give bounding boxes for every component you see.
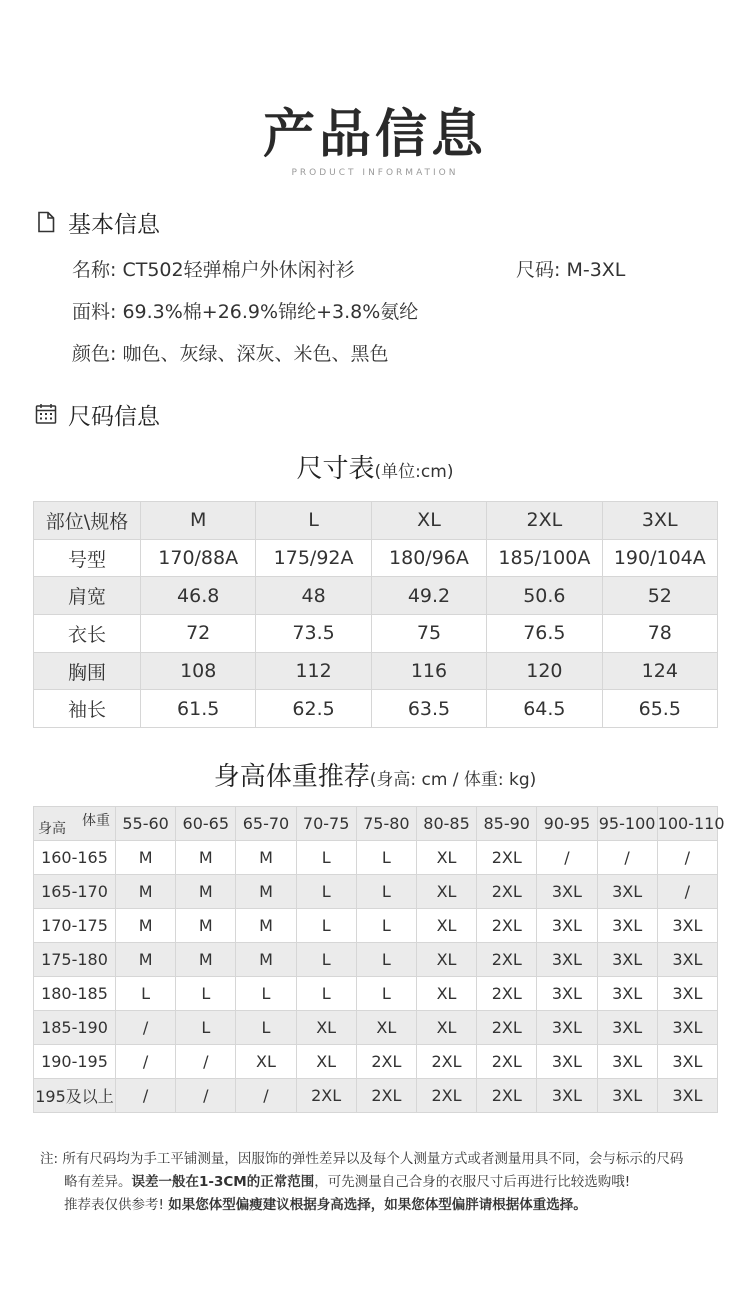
rec-table-size-cell: L [356, 909, 416, 943]
rec-table-weight-header: 70-75 [296, 807, 356, 841]
size-table-header-cell: M [141, 502, 256, 540]
rec-table-size-cell: 2XL [477, 841, 537, 875]
size-table-row [34, 577, 718, 615]
size-table-cell: 180/96A [371, 539, 486, 577]
rec-table-size-cell: 3XL [537, 943, 597, 977]
rec-table-weight-header: 65-70 [236, 807, 296, 841]
rec-table-size-cell: L [356, 977, 416, 1011]
size-table-cell: 号型 [34, 539, 141, 577]
corner-height-label: 身高 [38, 821, 66, 837]
size-table-header-cell: L [256, 502, 371, 540]
note-line-2-b: 误差一般在1-3CM的正常范围 [131, 1174, 315, 1190]
rec-table-row [34, 875, 718, 909]
note-line-2-a: 略有差异。 [64, 1174, 132, 1190]
rec-table-size-cell: XL [416, 875, 476, 909]
size-table-cell: 190/104A [602, 539, 717, 577]
corner-weight-label: 体重 [82, 813, 110, 829]
size-table-cell: 袖长 [34, 690, 141, 728]
rec-table-size-cell: XL [416, 977, 476, 1011]
rec-table-size-cell: 3XL [657, 909, 717, 943]
note-line-2-c: ，可先测量自己合身的衣服尺寸后再进行比较选购哦! [314, 1174, 631, 1190]
size-table-cell: 衣长 [34, 615, 141, 653]
rec-table-size-cell: / [537, 841, 597, 875]
rec-table-size-cell: 3XL [597, 1045, 657, 1079]
size-table-cell: 49.2 [371, 577, 486, 615]
rec-table-size-cell: L [116, 977, 176, 1011]
size-table-cell: 肩宽 [34, 577, 141, 615]
rec-table-size-cell: / [236, 1079, 296, 1113]
rec-table-size-cell: XL [296, 1011, 356, 1045]
rec-table-size-cell: 3XL [597, 1011, 657, 1045]
rec-table-height-cell: 165-170 [34, 875, 116, 909]
rec-table-size-cell: / [597, 841, 657, 875]
recommendation-table [33, 806, 725, 1113]
size-table [33, 501, 718, 728]
size-table-cell: 124 [602, 652, 717, 690]
rec-table-size-cell: 3XL [657, 1079, 717, 1113]
size-table-row [34, 615, 718, 653]
size-table-cell: 48 [256, 577, 371, 615]
rec-table-size-cell: L [296, 875, 356, 909]
rec-table-size-cell: XL [416, 943, 476, 977]
rec-table-height-cell: 160-165 [34, 841, 116, 875]
rec-table-size-cell: / [116, 1045, 176, 1079]
product-name: 名称: CT502轻弹棉户外休闲衬衫 [72, 259, 355, 281]
size-table-cell: 61.5 [141, 690, 256, 728]
rec-table-size-cell: M [116, 909, 176, 943]
size-table-cell: 50.6 [487, 577, 602, 615]
size-table-header-cell: 3XL [602, 502, 717, 540]
size-table-header-cell: XL [371, 502, 486, 540]
note-line-1: 注: 所有尺码均为手工平铺测量，因服饰的弹性差异以及每个人测量方式或者测量用具不同，会与标示的尺码 [40, 1151, 684, 1167]
rec-table-size-cell: 2XL [416, 1045, 476, 1079]
basic-info-heading-label: 基本信息 [68, 211, 160, 238]
rec-table-row [34, 1045, 718, 1079]
calendar-icon [34, 402, 58, 426]
rec-table-height-cell: 170-175 [34, 909, 116, 943]
rec-table-size-cell: 2XL [477, 1045, 537, 1079]
rec-table-size-cell: 3XL [537, 977, 597, 1011]
rec-table-height-cell: 180-185 [34, 977, 116, 1011]
size-info-heading [34, 399, 160, 429]
rec-table-size-cell: XL [416, 1011, 476, 1045]
page-title: 产品信息 [262, 105, 487, 165]
rec-table-size-cell: 2XL [477, 1011, 537, 1045]
rec-table-size-cell: 2XL [356, 1045, 416, 1079]
document-icon [34, 210, 58, 234]
rec-table-size-cell: L [296, 977, 356, 1011]
notes [40, 1148, 730, 1217]
rec-table-size-cell: 2XL [477, 943, 537, 977]
note-line-2 [40, 1171, 730, 1194]
rec-table-title [0, 756, 750, 793]
size-table-cell: 175/92A [256, 539, 371, 577]
rec-table-size-cell: / [176, 1045, 236, 1079]
rec-table-size-cell: M [116, 875, 176, 909]
rec-table-size-cell: XL [416, 841, 476, 875]
rec-table-size-cell: M [236, 909, 296, 943]
rec-table-size-cell: 3XL [657, 943, 717, 977]
rec-table-weight-header: 60-65 [176, 807, 236, 841]
rec-table-row [34, 1079, 718, 1113]
rec-table-size-cell: 2XL [296, 1079, 356, 1113]
rec-table-size-cell: L [296, 943, 356, 977]
rec-table-weight-header: 95-100 [597, 807, 657, 841]
rec-table-size-cell: / [176, 1079, 236, 1113]
size-table-title [0, 448, 750, 485]
rec-table-size-cell: 3XL [597, 943, 657, 977]
fabric-info: 面料: 69.3%棉+26.9%锦纶+3.8%氨纶 [72, 301, 419, 323]
size-table-cell: 170/88A [141, 539, 256, 577]
rec-table-size-cell: L [236, 977, 296, 1011]
rec-table-size-cell: / [116, 1011, 176, 1045]
rec-table-size-cell: XL [296, 1045, 356, 1079]
rec-table-unit: (身高: cm / 体重: kg) [369, 770, 537, 790]
note-line-3 [40, 1194, 730, 1217]
rec-table-size-cell: M [116, 943, 176, 977]
rec-table-size-cell: 3XL [597, 875, 657, 909]
rec-table-size-cell: L [296, 841, 356, 875]
rec-table-size-cell: XL [416, 909, 476, 943]
size-table-cell: 46.8 [141, 577, 256, 615]
rec-table-size-cell: M [116, 841, 176, 875]
size-table-unit: (单位:cm) [374, 462, 454, 482]
size-table-cell: 76.5 [487, 615, 602, 653]
rec-table-size-cell: 2XL [416, 1079, 476, 1113]
rec-table-size-cell: M [176, 909, 236, 943]
rec-table-weight-header: 90-95 [537, 807, 597, 841]
page-subtitle: PRODUCT INFORMATION [291, 168, 459, 178]
rec-table-row [34, 943, 718, 977]
size-table-cell: 64.5 [487, 690, 602, 728]
size-table-header-cell: 2XL [487, 502, 602, 540]
rec-table-height-cell: 175-180 [34, 943, 116, 977]
rec-table-row [34, 841, 718, 875]
rec-table-size-cell: M [236, 875, 296, 909]
rec-table-weight-header: 100-110 [657, 807, 717, 841]
rec-table-size-cell: M [236, 943, 296, 977]
rec-table-size-cell: M [176, 875, 236, 909]
size-table-row [34, 539, 718, 577]
rec-table-size-cell: L [176, 977, 236, 1011]
rec-table-size-cell: 2XL [477, 1079, 537, 1113]
size-table-row [34, 690, 718, 728]
size-table-cell: 73.5 [256, 615, 371, 653]
size-table-row [34, 652, 718, 690]
rec-table-size-cell: L [296, 909, 356, 943]
rec-table-height-cell: 185-190 [34, 1011, 116, 1045]
rec-table-weight-header: 85-90 [477, 807, 537, 841]
size-info-heading-label: 尺码信息 [68, 403, 160, 430]
rec-table-row [34, 977, 718, 1011]
rec-table-size-cell: L [236, 1011, 296, 1045]
color-info: 颜色: 咖色、灰绿、深灰、米色、黑色 [72, 343, 389, 365]
rec-table-size-cell: / [657, 841, 717, 875]
rec-table-size-cell: 3XL [537, 1011, 597, 1045]
size-table-cell: 108 [141, 652, 256, 690]
rec-table-size-cell: 3XL [537, 875, 597, 909]
rec-table-size-cell: / [116, 1079, 176, 1113]
size-table-header-cell: 部位\规格 [34, 502, 141, 540]
rec-table-size-cell: M [176, 943, 236, 977]
rec-table-size-cell: L [356, 875, 416, 909]
size-table-header-row [34, 502, 718, 540]
rec-table-size-cell: 3XL [657, 1011, 717, 1045]
rec-table-size-cell: L [356, 943, 416, 977]
size-table-cell: 185/100A [487, 539, 602, 577]
rec-table-size-cell: 3XL [597, 1079, 657, 1113]
rec-table-row [34, 909, 718, 943]
rec-table-size-cell: 2XL [477, 977, 537, 1011]
size-range: 尺码: M-3XL [516, 259, 626, 281]
rec-table-size-cell: 2XL [477, 875, 537, 909]
rec-table-size-cell: / [657, 875, 717, 909]
size-table-cell: 65.5 [602, 690, 717, 728]
rec-table-height-cell: 190-195 [34, 1045, 116, 1079]
rec-table-size-cell: XL [356, 1011, 416, 1045]
rec-table-size-cell: L [176, 1011, 236, 1045]
size-table-cell: 75 [371, 615, 486, 653]
rec-table-size-cell: M [176, 841, 236, 875]
rec-table-size-cell: 3XL [537, 1079, 597, 1113]
size-table-cell: 120 [487, 652, 602, 690]
rec-table-title-text: 身高体重推荐 [213, 762, 370, 792]
rec-table-size-cell: 2XL [477, 909, 537, 943]
rec-table-size-cell: 2XL [356, 1079, 416, 1113]
size-table-cell: 72 [141, 615, 256, 653]
note-line-3-a: 推荐表仅供参考! [64, 1197, 169, 1213]
size-table-cell: 52 [602, 577, 717, 615]
rec-table-height-cell: 195及以上 [34, 1079, 116, 1113]
rec-table-size-cell: 3XL [537, 909, 597, 943]
size-table-cell: 112 [256, 652, 371, 690]
rec-table-size-cell: M [236, 841, 296, 875]
rec-table-size-cell: 3XL [597, 909, 657, 943]
rec-table-header-row [34, 807, 718, 841]
size-table-cell: 胸围 [34, 652, 141, 690]
rec-table-weight-header: 75-80 [356, 807, 416, 841]
note-line-3-b: 如果您体型偏瘦建议根据身高选择，如果您体型偏胖请根据体重选择。 [168, 1197, 587, 1213]
size-table-title-text: 尺寸表 [296, 454, 375, 484]
rec-table-corner-cell [34, 807, 116, 841]
rec-table-row [34, 1011, 718, 1045]
rec-table-size-cell: L [356, 841, 416, 875]
rec-table-size-cell: XL [236, 1045, 296, 1079]
rec-table-size-cell: 3XL [597, 977, 657, 1011]
rec-table-size-cell: 3XL [657, 1045, 717, 1079]
basic-info-heading [34, 207, 160, 237]
rec-table-weight-header: 55-60 [116, 807, 176, 841]
rec-table-size-cell: 3XL [657, 977, 717, 1011]
size-table-cell: 62.5 [256, 690, 371, 728]
size-table-cell: 78 [602, 615, 717, 653]
size-table-cell: 63.5 [371, 690, 486, 728]
rec-table-size-cell: 3XL [537, 1045, 597, 1079]
size-table-cell: 116 [371, 652, 486, 690]
rec-table-weight-header: 80-85 [416, 807, 476, 841]
